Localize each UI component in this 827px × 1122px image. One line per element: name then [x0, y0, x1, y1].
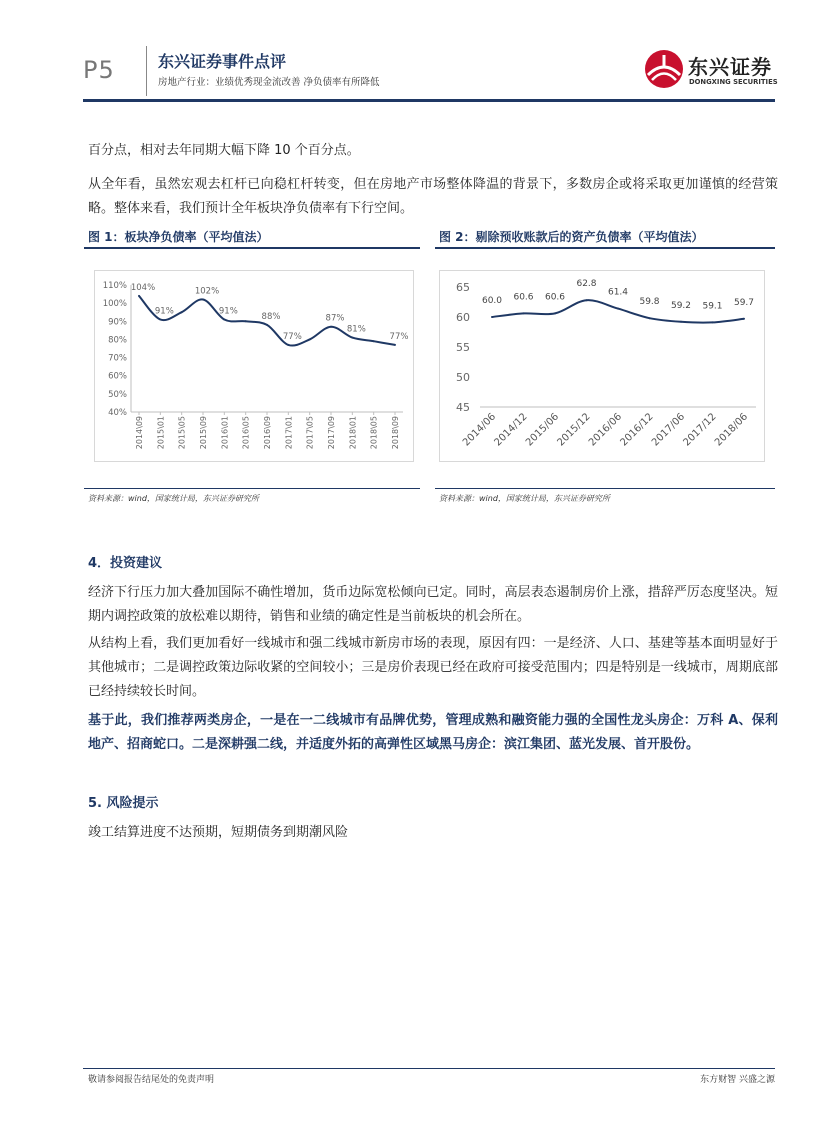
x-tick-label: 2015/06	[523, 411, 562, 449]
y-tick-label: 110%	[102, 281, 127, 291]
data-label: 61.4	[607, 287, 629, 298]
logo-text: 东兴证券	[688, 55, 772, 79]
data-label: 59.8	[639, 297, 660, 308]
y-tick-label: 70%	[108, 353, 127, 364]
data-point	[181, 311, 183, 313]
data-point	[223, 318, 225, 320]
x-tick-label: 2017\09	[327, 416, 336, 450]
header-rule	[83, 99, 775, 102]
y-tick-label: 90%	[108, 317, 127, 328]
data-point	[159, 318, 161, 320]
x-tick-label: 2018\05	[369, 416, 379, 450]
figure-1-chart	[94, 270, 414, 462]
section-4-heading: 4．投资建议	[88, 556, 163, 571]
x-tick-label: 2016/12	[618, 411, 656, 449]
x-tick-label: 2015\05	[177, 416, 187, 450]
data-label: 104%	[130, 282, 156, 293]
logo-emblem-icon	[644, 49, 684, 89]
data-label: 59.7	[733, 297, 755, 308]
data-point	[309, 338, 311, 340]
data-point	[680, 321, 682, 323]
x-tick-label: 2015\09	[199, 416, 208, 450]
footer-disclaimer: 敬请参阅报告结尾处的免责声明	[88, 1075, 215, 1085]
paragraph-5-recommendation: 基于此，我们推荐两类房企，一是在一二线城市有品牌优势，管理成熟和融资能力强的全国性龙头房企：万科 A、保利地产、招商蛇口。二是深耕强二线，并适度外拓的高弹性区域黑马房企：滨江集团、蓝光发展、首开股份。	[88, 713, 778, 752]
x-tick-label: 2017\01	[284, 416, 294, 450]
y-tick-label: 100%	[102, 299, 127, 310]
data-point	[617, 308, 619, 310]
data-label: 91%	[218, 306, 238, 317]
data-label: 91%	[154, 306, 174, 317]
figure-2-bottom-rule	[435, 488, 775, 489]
chart-2-svg	[440, 271, 766, 463]
data-point	[394, 344, 396, 346]
data-label: 60.6	[513, 292, 534, 303]
figure-1-source: 资料来源：wind，国家统计局，东兴证券研究所	[88, 494, 259, 503]
figure-2-chart	[439, 270, 765, 462]
y-tick-label: 50	[456, 371, 470, 384]
data-point	[491, 316, 493, 318]
x-tick-label: 2015/12	[555, 411, 593, 449]
y-tick-label: 60	[456, 311, 470, 324]
report-title: 东兴证券事件点评	[158, 52, 287, 71]
paragraph-1: 百分点，相对去年同期大幅下降 10 个百分点。	[88, 143, 360, 158]
data-point	[712, 321, 714, 323]
paragraph-3: 经济下行压力加大叠加国际不确性增加，货币边际宽松倾向已定。同时，高层表态遏制房价上涨，措辞严厉态度坚决。短期内调控政策的放松难以期待，销售和业绩的确定性是当前板块的机会所在。	[88, 585, 778, 624]
figure-1-title: 图 1：板块净负债率（平均值法）	[88, 230, 269, 244]
y-tick-label: 40%	[108, 408, 127, 418]
footer-slogan: 东方财智 兴盛之源	[700, 1075, 775, 1085]
chart-1-svg	[95, 271, 415, 463]
data-label: 59.2	[670, 300, 692, 311]
data-label: 62.8	[576, 279, 597, 290]
x-tick-label: 2014/12	[492, 411, 530, 449]
data-label: 88%	[261, 311, 281, 322]
x-tick-label: 2016/06	[586, 411, 625, 449]
footer-rule	[83, 1068, 775, 1069]
data-point	[554, 312, 556, 314]
data-point	[373, 340, 375, 342]
x-tick-label: 2017\05	[305, 416, 315, 450]
data-point	[649, 317, 651, 319]
logo-english-text: DONGXING SECURITIES	[689, 78, 778, 86]
x-tick-label: 2018/06	[712, 411, 751, 449]
paragraph-4: 从结构上看，我们更加看好一线城市和强二线城市新房市场的表现，原因有四：一是经济、人口、基建等基本面明显好于其他城市；二是调控政策边际收紧的空间较小；三是房价表现已经在政府可接受范围内；四是特别是一线城市，周期底部已经持续较长时间。	[88, 636, 778, 699]
x-tick-label: 2016\09	[263, 416, 272, 450]
figure-2-title: 图 2：剔除预收账款后的资产负债率（平均值法）	[439, 230, 704, 244]
y-tick-label: 60%	[108, 371, 127, 382]
dongxing-logo	[644, 47, 778, 91]
data-point	[351, 337, 353, 339]
data-label: 77%	[282, 331, 302, 342]
data-label: 59.1	[702, 301, 723, 312]
x-tick-label: 2014\09	[135, 416, 144, 450]
data-label: 60.6	[544, 292, 566, 303]
data-label: 60.0	[481, 296, 503, 306]
data-point	[330, 326, 332, 328]
figure-2-source: 资料来源：wind，国家统计局，东兴证券研究所	[439, 494, 610, 503]
x-tick-label: 2018\09	[391, 416, 400, 450]
data-point	[743, 318, 745, 320]
report-subtitle: 房地产行业：业绩优秀现金流改善 净负债率有所降低	[158, 77, 380, 88]
figure-1-bottom-rule	[84, 488, 420, 489]
figure-1-rule	[84, 247, 420, 249]
data-point	[138, 295, 140, 297]
y-tick-label: 65	[456, 281, 470, 294]
y-tick-label: 50%	[108, 389, 127, 400]
paragraph-6: 竣工结算进度不达预期，短期债务到期潮风险	[88, 825, 349, 840]
section-5-heading: 5. 风险提示	[88, 796, 159, 811]
x-tick-label: 2017/12	[681, 411, 719, 449]
data-label: 87%	[325, 313, 345, 324]
x-tick-label: 2017/06	[649, 411, 688, 449]
data-point	[266, 324, 268, 326]
x-tick-label: 2016\01	[220, 416, 230, 450]
data-point	[523, 312, 525, 314]
x-tick-label: 2014/06	[460, 411, 499, 449]
data-point	[287, 344, 289, 346]
y-tick-label: 80%	[108, 335, 127, 346]
paragraph-2: 从全年看，虽然宏观去杠杆已向稳杠杆转变，但在房地产市场整体降温的背景下，多数房企或将采取更加谨慎的经营策略。整体来看，我们预计全年板块净负债率有下行空间。	[88, 177, 778, 216]
x-tick-label: 2015\01	[156, 416, 166, 450]
data-label: 102%	[194, 286, 220, 297]
figure-2-rule	[435, 247, 775, 249]
y-tick-label: 45	[456, 401, 470, 414]
x-tick-label: 2018\01	[348, 416, 358, 450]
data-point	[245, 320, 247, 322]
data-label: 77%	[389, 331, 409, 342]
header-divider	[146, 46, 147, 96]
data-point	[586, 299, 588, 301]
page-number: P5	[83, 56, 115, 84]
data-label: 81%	[346, 324, 366, 335]
x-tick-label: 2016\05	[241, 416, 251, 450]
y-tick-label: 55	[456, 341, 470, 354]
data-point	[202, 299, 204, 301]
